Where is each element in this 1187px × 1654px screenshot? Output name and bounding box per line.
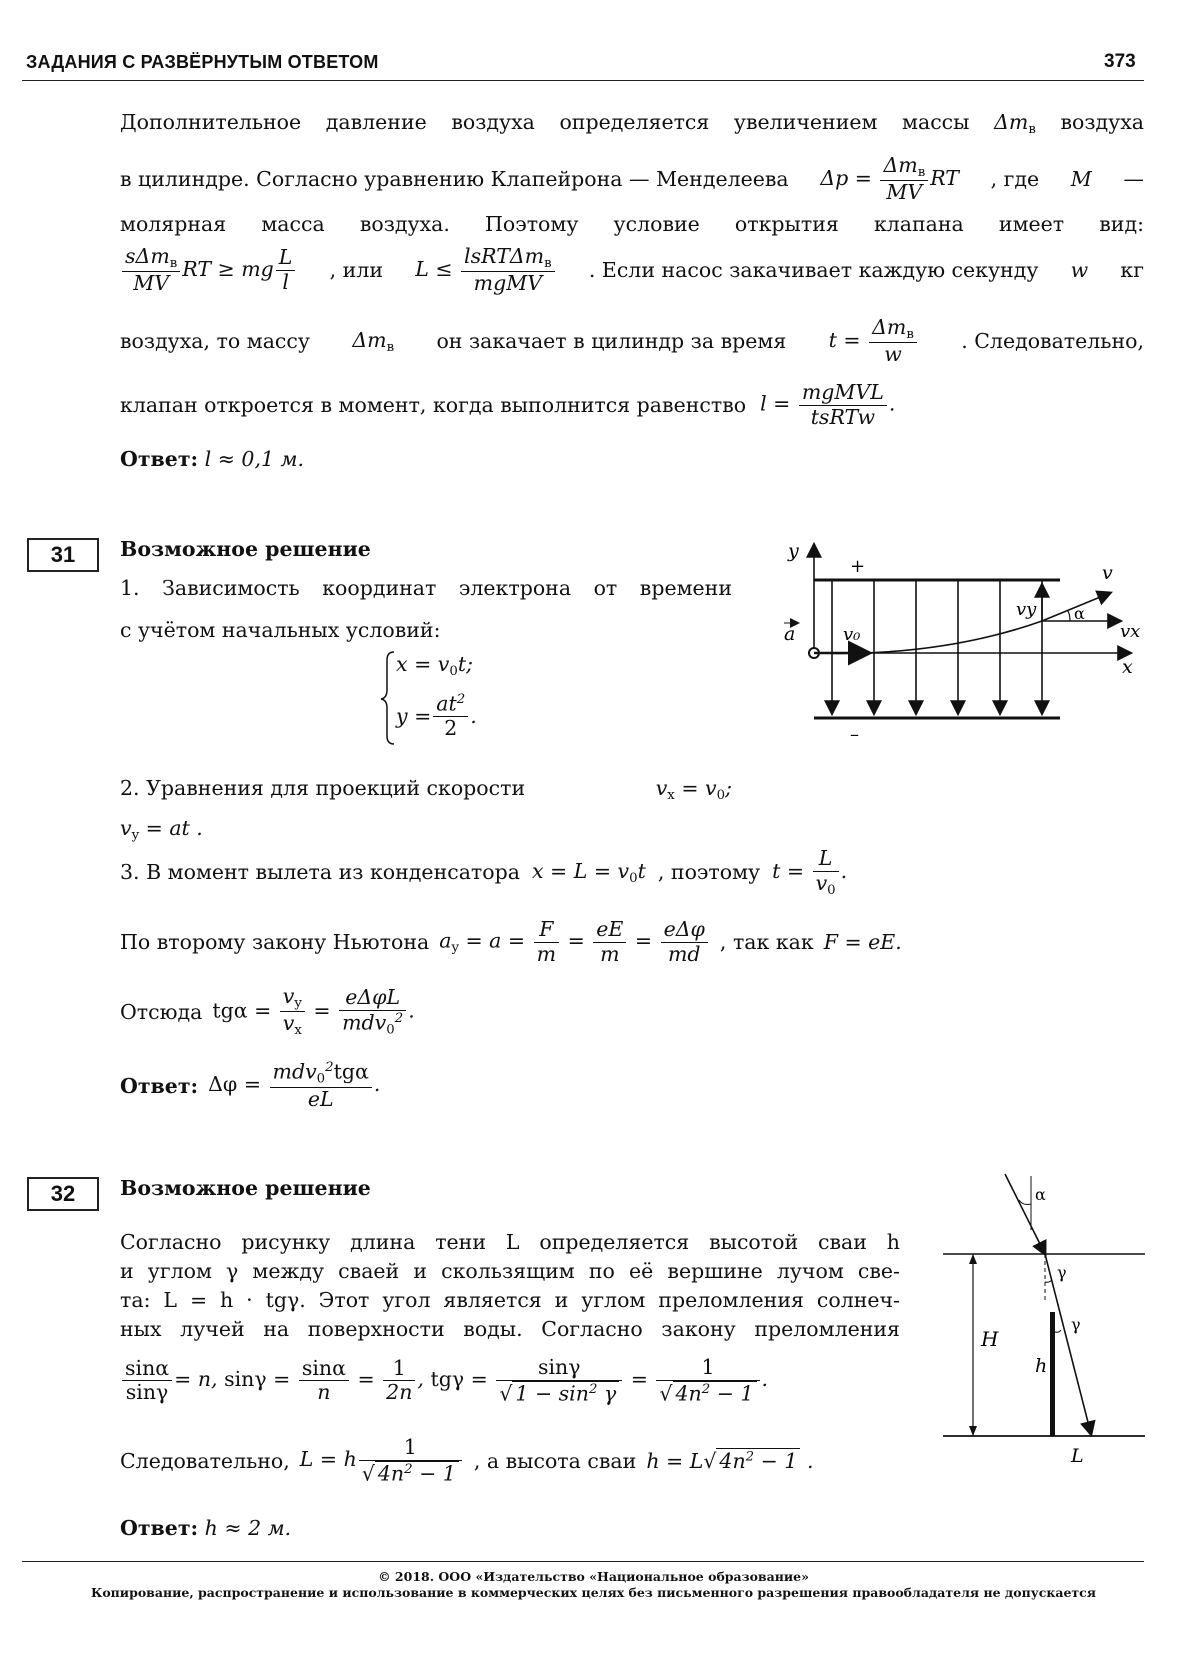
task-32-number-box: 32	[27, 1177, 99, 1211]
task-31-step2-line1: 2. Уравнения для проекций скорости $v_x = v_0$;	[120, 776, 732, 803]
plus-label: +	[850, 556, 866, 577]
task-31-newton: По второму закону Ньютона $a_y = a$ = $\frac{F}{m}$ = $\frac{eE}{m}$ = $\frac{\text{eΔφ}}{md}$ , так как F = eE.	[120, 917, 902, 966]
task-31-number-box: 31	[27, 538, 99, 572]
task-32-line-4: ных лучей на поверхности воды. Согласно закону преломления	[120, 1317, 900, 1341]
intro-line-4: $\frac{s\Delta m_в}{MV}$ RT ≥ mg $\frac{L}{l}$ , или L ≤ $\frac{lsRT\Delta m_в}{\text{mgMV}}$ . Если насос закачивает каждую секунду w кг	[120, 245, 1144, 296]
intro-line-2: в цилиндре. Согласно уравнению Клапейрона — Менделеева Δp = $\frac{\Delta m_в}{MV}$ RT , где M —	[120, 153, 1144, 205]
intro-line-5: воздуха, то массу $\Delta m_в$ он закачает в цилиндр за время t = $\frac{\Delta m_в}{w}$ . Следовательно,	[120, 315, 1144, 367]
task-31-capacitor-figure	[770, 535, 1150, 745]
header-rule	[22, 80, 1144, 81]
gamma-label-2: γ	[1071, 1315, 1081, 1334]
minus-label: –	[850, 724, 859, 745]
task-31-heading: Возможное решение	[120, 537, 371, 561]
task-31-step1-line2: с учётом начальных условий:	[120, 618, 441, 642]
alpha-arc	[1067, 610, 1070, 621]
task-32-refraction-formulas: $\frac{\sin\alpha}{\sin\gamma}$ = n, sinγ = $\frac{\sin\alpha}{n}$ = $\frac{1}{2n}$ , tgγ = $\frac{\sin\gamma}{√ 1 - \sin^2 \gamma}$ = $\frac{1}{√ 4n^2 - 1}$ .	[120, 1356, 768, 1405]
task-32-answer: Ответ: h ≈ 2 м.	[120, 1516, 292, 1540]
footer-rule	[22, 1561, 1144, 1562]
task-31-step3: 3. В момент вылета из конденсатора $x = L = v_0t$ , поэтому t = $\frac{L}{v_0}$ .	[120, 846, 848, 898]
intro-line-3: молярная масса воздуха. Поэтому условие открытия клапана имеет вид:	[120, 212, 1144, 236]
task-31-equation-system: $x = v_0t$; y = $\frac{at^2}{2}$ .	[380, 648, 510, 748]
task-31-step1-line1: 1. Зависимость координат электрона от времени	[120, 576, 732, 600]
task-32-line-2: и углом γ между сваей и скользящим по её вершине лучом све-	[120, 1259, 900, 1283]
y-axis-label: y	[788, 540, 799, 562]
footer-copyright: © 2018. ООО «Издательство «Национальное образование»	[378, 1569, 809, 1584]
alpha-label: α	[1074, 604, 1085, 623]
footer-notice: Копирование, распространение и использование в коммерческих целях без письменного разрешения правообладателя не допускается	[90, 1585, 1097, 1600]
v0-label: v₀	[843, 624, 861, 645]
x-axis-label: x	[1122, 656, 1133, 678]
pile	[1050, 1312, 1055, 1436]
intro-line-6: клапан откроется в момент, когда выполнится равенство l = $\frac{\text{mgMVL}}{\text{tsRTw}}$ .	[120, 380, 896, 429]
task-31-step2-line2: $v_y$ = at .	[120, 816, 203, 843]
running-header: ЗАДАНИЯ С РАЗВЁРНУТЫМ ОТВЕТОМ	[26, 52, 379, 72]
h-label: h	[1035, 1355, 1048, 1377]
L-label: L	[1071, 1445, 1084, 1467]
task-32-line-1: Согласно рисунку длина тени L определяется высотой сваи h	[120, 1230, 900, 1254]
task-31-hence: Отсюда tgα = $\frac{v_y}{v_x}$ = $\frac{\text{eΔφL}}{mdv_0^2}$ .	[120, 984, 415, 1039]
task-32-result: Следовательно, L = h $\frac{1}{√ 4n^2 - 1}$ , а высота сваи h = L√ $4n^2 - 1$ .	[120, 1435, 814, 1485]
page-number: 373	[1104, 51, 1136, 72]
alpha-label: α	[1035, 1185, 1046, 1204]
intro-answer: Ответ: l ≈ 0,1 м.	[120, 447, 305, 471]
task-32-heading: Возможное решение	[120, 1176, 371, 1200]
task-32-pile-figure	[935, 1170, 1150, 1470]
v-label: v	[1102, 562, 1113, 584]
intro-line-1: Дополнительное давление воздуха определяется увеличением массы $\Delta m_в$ воздуха	[120, 110, 1144, 137]
a-label: a	[784, 623, 796, 645]
H-label: H	[981, 1327, 999, 1351]
vy-label: vy	[1016, 599, 1037, 620]
gamma-label-1: γ	[1057, 1263, 1067, 1282]
task-32-line-3: та: L = h · tgγ. Этот угол является и углом преломления солнеч-	[120, 1288, 900, 1312]
task-31-answer: Ответ: Δφ = $\frac{mdv_0^2tg\alpha}{eL}$ .	[120, 1059, 381, 1111]
vx-label: vx	[1120, 621, 1141, 642]
